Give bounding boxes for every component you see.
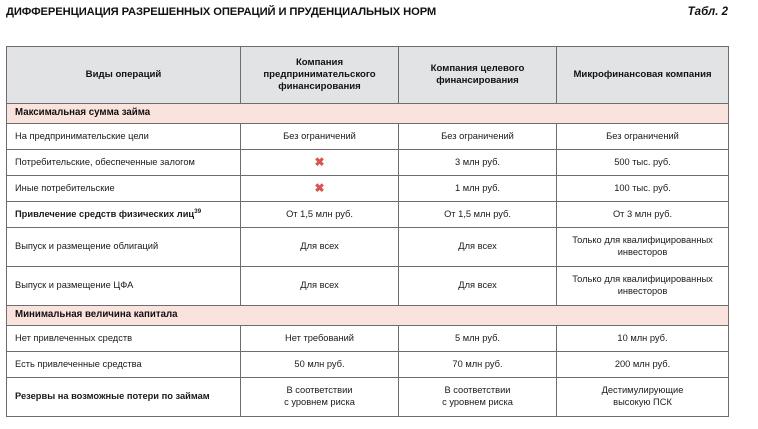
cross-icon: ✖ xyxy=(314,154,325,169)
table-cell: 100 тыс. руб. xyxy=(557,176,729,202)
table-cell xyxy=(241,176,399,202)
row-label: Потребительские, обеспеченные залогом xyxy=(7,150,241,176)
column-header-3 xyxy=(399,47,557,104)
table-cell xyxy=(241,378,399,417)
table-cell: Для всех xyxy=(399,228,557,267)
table-cell: 10 млн руб. xyxy=(557,326,729,352)
cell-line: В соответствии xyxy=(444,385,511,396)
section-header-row xyxy=(7,306,729,326)
table-row xyxy=(7,124,729,150)
table-row xyxy=(7,267,729,306)
table-cell xyxy=(557,378,729,417)
column-header-line: финансирования xyxy=(436,75,519,86)
column-header-line: Компания xyxy=(295,57,344,69)
cell-line: инвесторов xyxy=(617,247,668,257)
table-cell: 200 млн руб. xyxy=(557,352,729,378)
table-row xyxy=(7,176,729,202)
table-header-row xyxy=(7,47,729,104)
table-head xyxy=(7,47,729,104)
table-row xyxy=(7,150,729,176)
table-cell: Без ограничений xyxy=(241,124,399,150)
table-cell: От 3 млн руб. xyxy=(557,202,729,228)
column-header-line: Микрофинансовая компания xyxy=(573,69,712,80)
table-body xyxy=(7,104,729,417)
row-label: Выпуск и размещение ЦФА xyxy=(7,267,241,306)
differentiation-table xyxy=(6,46,729,417)
row-label: Привлечение средств физических лиц$^{39}$ xyxy=(7,202,241,228)
row-label: На предпринимательские цели xyxy=(7,124,241,150)
column-header-4 xyxy=(557,47,729,104)
title-row xyxy=(6,6,728,18)
page-title: ДИФФЕРЕНЦИАЦИЯ РАЗРЕШЕННЫХ ОПЕРАЦИЙ И ПРУДЕНЦИАЛЬНЫХ НОРМ xyxy=(6,6,437,18)
cell-line: В соответствии xyxy=(286,385,353,396)
table-cell xyxy=(557,228,729,267)
column-header-2 xyxy=(241,47,399,104)
cell-line: Только для квалифицированных xyxy=(572,274,713,285)
column-header-line: Виды операций xyxy=(85,69,162,80)
column-header-line: предпринимательского xyxy=(263,69,376,80)
table-cell: Без ограничений xyxy=(557,124,729,150)
table-row xyxy=(7,228,729,267)
table-cell: 3 млн руб. xyxy=(399,150,557,176)
cell-line: Дестимулирующие xyxy=(601,385,684,396)
row-label: Есть привлеченные средства xyxy=(7,352,241,378)
table-row xyxy=(7,326,729,352)
footnote-marker: 39 xyxy=(194,208,202,216)
table-number-label: Табл. 2 xyxy=(687,6,728,18)
table-row xyxy=(7,352,729,378)
section-header-row xyxy=(7,104,729,124)
cell-line: инвесторов xyxy=(617,286,668,296)
column-header-line: финансирования xyxy=(278,80,361,92)
row-label: Иные потребительские xyxy=(7,176,241,202)
column-header-1 xyxy=(7,47,241,104)
table-cell xyxy=(241,150,399,176)
table-container xyxy=(6,46,728,417)
table-cell: От 1,5 млн руб. xyxy=(399,202,557,228)
table-cell: Для всех xyxy=(241,228,399,267)
cell-line: с уровнем риска xyxy=(284,397,355,407)
table-cell xyxy=(399,378,557,417)
table-cell: 70 млн руб. xyxy=(399,352,557,378)
table-cell: Без ограничений xyxy=(399,124,557,150)
column-header-line: Компания целевого xyxy=(430,63,525,75)
section-title: Минимальная величина капитала xyxy=(7,306,729,326)
table-cell: От 1,5 млн руб. xyxy=(241,202,399,228)
row-label: Резервы на возможные потери по займам xyxy=(7,378,241,417)
table-row xyxy=(7,378,729,417)
table-cell: Нет требований xyxy=(241,326,399,352)
table-cell xyxy=(557,267,729,306)
section-title: Максимальная сумма займа xyxy=(7,104,729,124)
row-label: Нет привлеченных средств xyxy=(7,326,241,352)
cross-icon: ✖ xyxy=(314,180,325,195)
table-cell: 50 млн руб. xyxy=(241,352,399,378)
cell-line: Только для квалифицированных xyxy=(572,235,713,246)
row-label: Выпуск и размещение облигаций xyxy=(7,228,241,267)
table-cell: 5 млн руб. xyxy=(399,326,557,352)
table-cell: 500 тыс. руб. xyxy=(557,150,729,176)
cell-line: с уровнем риска xyxy=(442,397,513,407)
table-cell: 1 млн руб. xyxy=(399,176,557,202)
cell-line: высокую ПСК xyxy=(613,397,672,407)
table-row xyxy=(7,202,729,228)
table-cell: Для всех xyxy=(399,267,557,306)
table-cell: Для всех xyxy=(241,267,399,306)
